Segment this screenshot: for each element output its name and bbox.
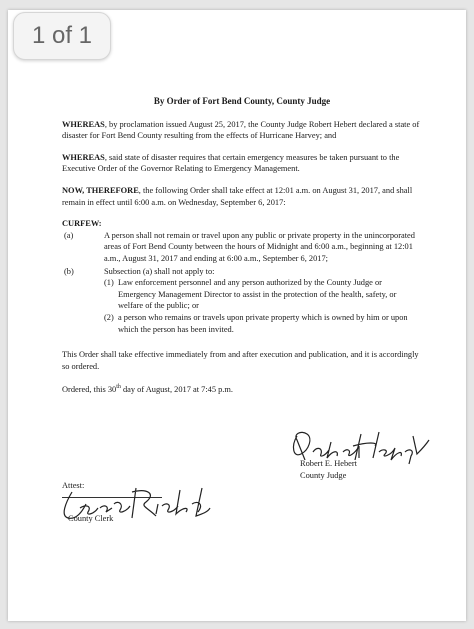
now-therefore-paragraph: NOW, THEREFORE, the following Order shall take effect at 12:01 a.m. on August 31, 2017, and shall remain in effect until 6:00 a.m. on Wednesday, September 6, 2017: <box>62 185 413 207</box>
sub-item-1-text: Law enforcement personnel and any person authorized by the County Judge or Emergency Management Director to assist in the protection of the health, safety, or welfare of the public; or <box>118 278 397 311</box>
page-counter-badge <box>13 12 111 60</box>
attest-label: Attest: <box>62 481 85 490</box>
document-title: By Order of Fort Bend County, County Judge <box>153 96 331 106</box>
sub-item-1 <box>104 277 422 312</box>
item-b-text: Subsection (a) shall not apply to: <box>104 266 215 276</box>
sub-item-2 <box>104 312 422 335</box>
judge-name-block <box>300 458 357 481</box>
document-body <box>62 96 422 406</box>
ordered-paragraph: Ordered, this 30th day of August, 2017 at 7:45 p.m. <box>62 384 234 395</box>
curfew-heading: CURFEW: <box>62 219 102 229</box>
item-b-label: (b) <box>64 266 74 276</box>
judge-name: Robert E. Hebert <box>300 459 357 468</box>
sub-item-2-label: (2) <box>104 312 114 322</box>
clerk-title: County Clerk <box>68 514 114 523</box>
judge-title: County Judge <box>300 470 347 480</box>
whereas-paragraph-1: WHEREAS, by proclamation issued August 25, 2017, the County Judge Robert Hebert declared a state of disaster for Fort Bend County resulting from the effects of Hurricane Harvey; and <box>62 119 420 141</box>
page-counter-text: 1 of 1 <box>31 22 93 49</box>
item-a-label: (a) <box>64 230 74 240</box>
curfew-item-b <box>62 266 422 336</box>
whereas-paragraph-2: WHEREAS, said state of disaster requires that certain emergency measures be taken pursuant to the Executive Order of the Governor Relating to Emergency Management. <box>62 152 400 174</box>
item-a-text: A person shall not remain or travel upon any public or private property in the unincorporated areas of Fort Bend County between the hours of Midnight and 6:00 a.m., beginning at 12:01 a.m., August 31, 2017 and ending at 6:00 a.m., September 6, 2017; <box>104 230 415 263</box>
effective-paragraph: This Order shall take effective immediately from and after execution and publication, and it is accordingly so ordered. <box>62 350 419 371</box>
sub-item-2-text: a person who remains or travels upon private property which is owned by him or upon which the person has been invited. <box>118 312 408 334</box>
curfew-item-a <box>62 230 422 265</box>
sub-item-1-label: (1) <box>104 278 114 288</box>
